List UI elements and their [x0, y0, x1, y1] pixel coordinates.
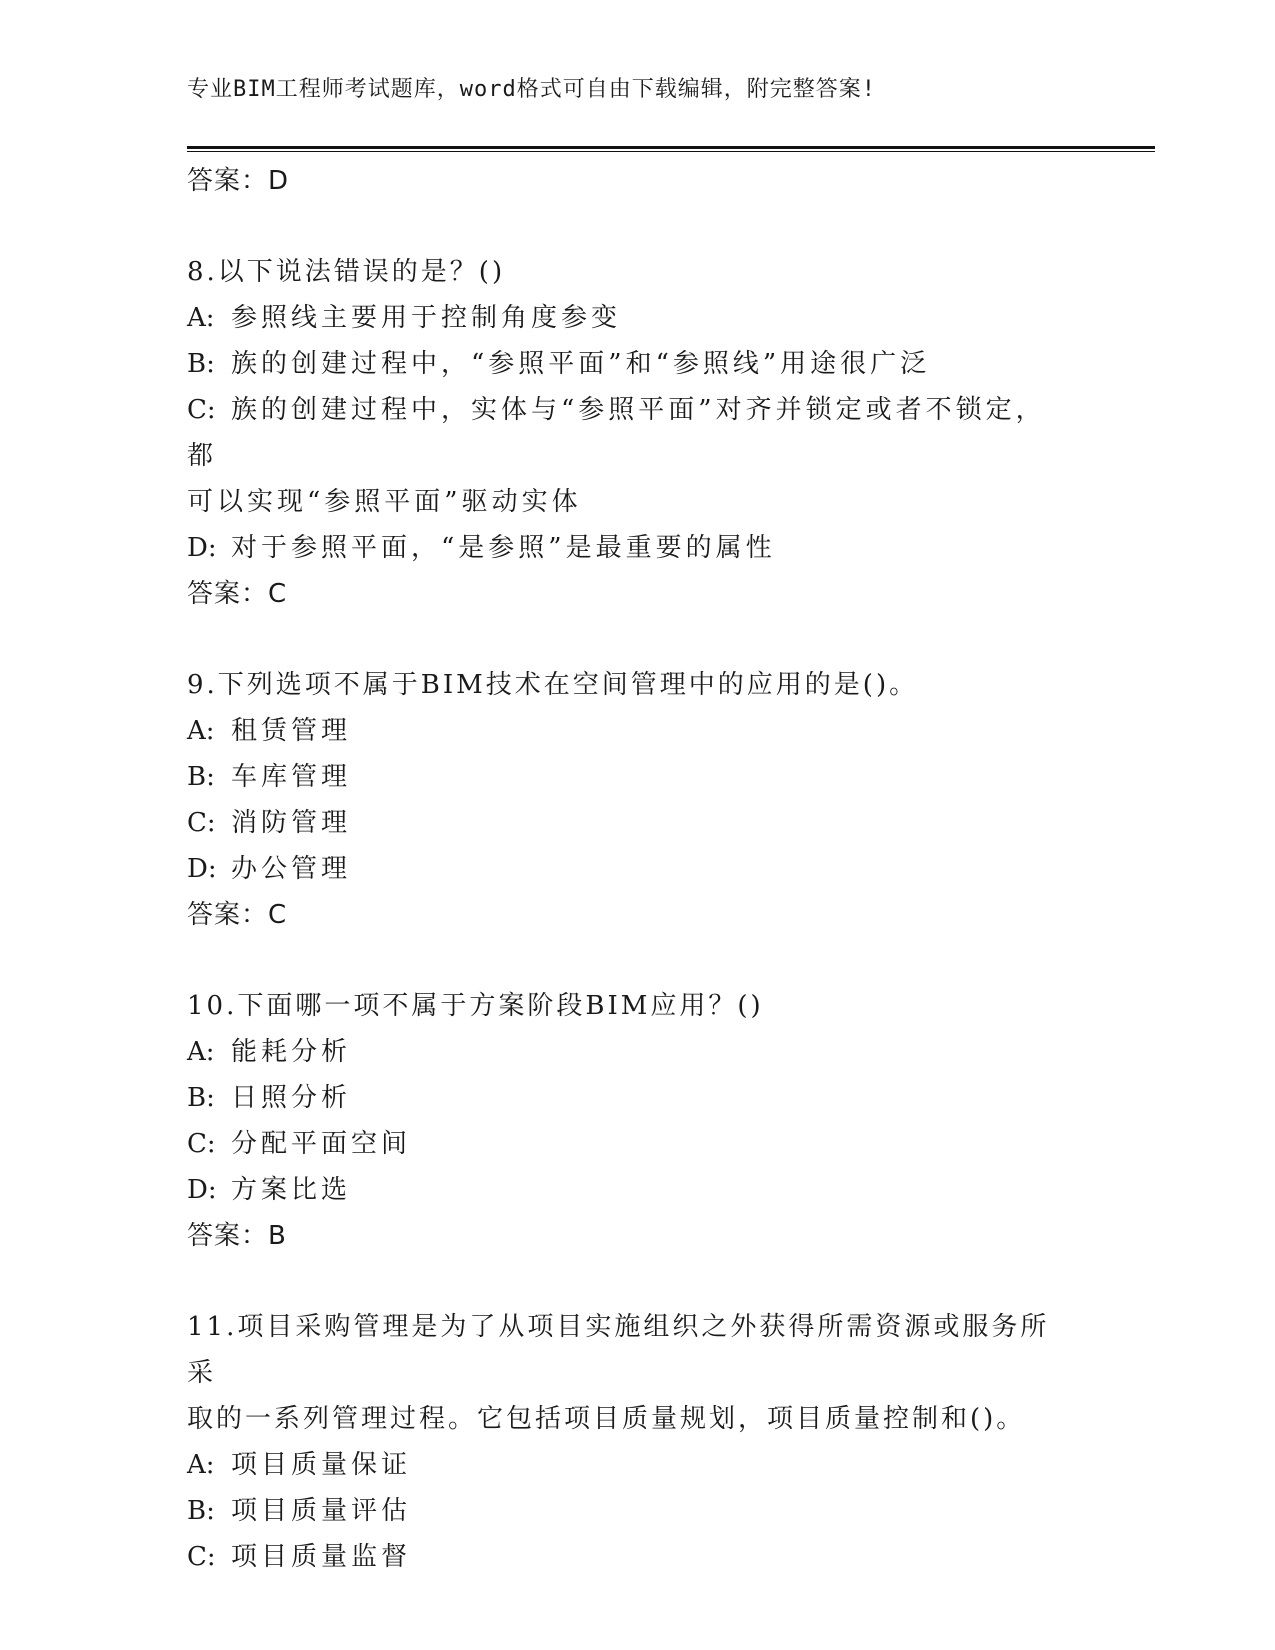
option-letter: B:: [187, 1496, 215, 1526]
option-text: 族的创建过程中，“参照平面”和“参照线”用途很广泛: [231, 349, 931, 379]
option-a: [187, 1029, 1067, 1075]
option-text: 日照分析: [231, 1083, 352, 1113]
option-text: 办公管理: [231, 854, 352, 884]
option-text: 租赁管理: [231, 716, 352, 746]
option-text: 能耗分析: [231, 1037, 352, 1067]
option-a: [187, 295, 1067, 341]
option-letter: D:: [187, 533, 217, 563]
question-title: 8.以下说法错误的是？(): [187, 257, 506, 287]
option-d: [187, 1167, 1067, 1213]
question-10: [187, 983, 1067, 1259]
option-b: [187, 341, 1067, 387]
option-letter: C:: [187, 808, 216, 838]
option-text: 可以实现“参照平面”驱动实体: [187, 487, 582, 517]
option-letter: C:: [187, 395, 216, 425]
option-b: [187, 1075, 1067, 1121]
option-text: 对于参照平面，“是参照”是最重要的属性: [231, 533, 776, 563]
option-c: [187, 1121, 1067, 1167]
answer: 答案：C: [187, 579, 288, 609]
question-title-line-2: 取的一系列管理过程。它包括项目质量规划，项目质量控制和()。: [187, 1404, 1026, 1434]
option-text: 车库管理: [231, 762, 352, 792]
answer-previous: 答案：D: [187, 166, 290, 196]
question-title: 9.下列选项不属于BIM技术在空间管理中的应用的是()。: [187, 670, 919, 700]
answer: 答案：B: [187, 1221, 287, 1251]
option-d: [187, 846, 1067, 892]
option-letter: D:: [187, 1175, 217, 1205]
option-letter: C:: [187, 1542, 216, 1572]
option-letter: B:: [187, 349, 215, 379]
option-letter: A:: [187, 1450, 215, 1480]
option-text: 项目质量评估: [231, 1496, 412, 1526]
option-letter: A:: [187, 716, 215, 746]
question-list: [187, 158, 1067, 1580]
option-text: 族的创建过程中，实体与“参照平面”对齐并锁定或者不锁定，都: [187, 395, 1046, 471]
option-a: [187, 1442, 1067, 1488]
question-8: [187, 249, 1067, 617]
option-text: 分配平面空间: [231, 1129, 412, 1159]
option-text: 项目质量监督: [231, 1542, 412, 1572]
option-b: [187, 754, 1067, 800]
page-header-text: 专业BIM工程师考试题库，word格式可自由下载编辑，附完整答案!: [187, 77, 876, 102]
option-c: [187, 800, 1067, 846]
option-letter: A:: [187, 1037, 215, 1067]
option-a: [187, 708, 1067, 754]
header-rule-thick: [187, 146, 1155, 149]
question-11: [187, 1304, 1067, 1580]
option-c: [187, 387, 1067, 479]
question-title: 10.下面哪一项不属于方案阶段BIM应用？(): [187, 991, 764, 1021]
option-text: 消防管理: [231, 808, 352, 838]
option-letter: D:: [187, 854, 217, 884]
answer: 答案：C: [187, 900, 288, 930]
option-text: 参照线主要用于控制角度参变: [231, 303, 622, 333]
option-d: [187, 525, 1067, 571]
option-b: [187, 1488, 1067, 1534]
option-letter: B:: [187, 762, 215, 792]
option-letter: A:: [187, 303, 215, 333]
question-title-line-1: 11.项目采购管理是为了从项目实施组织之外获得所需资源或服务所采: [187, 1312, 1050, 1388]
option-text: 方案比选: [231, 1175, 352, 1205]
option-text: 项目质量保证: [231, 1450, 412, 1480]
option-c: [187, 1534, 1067, 1580]
option-letter: C:: [187, 1129, 216, 1159]
option-c-continued: [187, 479, 1067, 525]
header-rule-thin: [187, 151, 1155, 152]
question-9: [187, 662, 1067, 938]
option-letter: B:: [187, 1083, 215, 1113]
